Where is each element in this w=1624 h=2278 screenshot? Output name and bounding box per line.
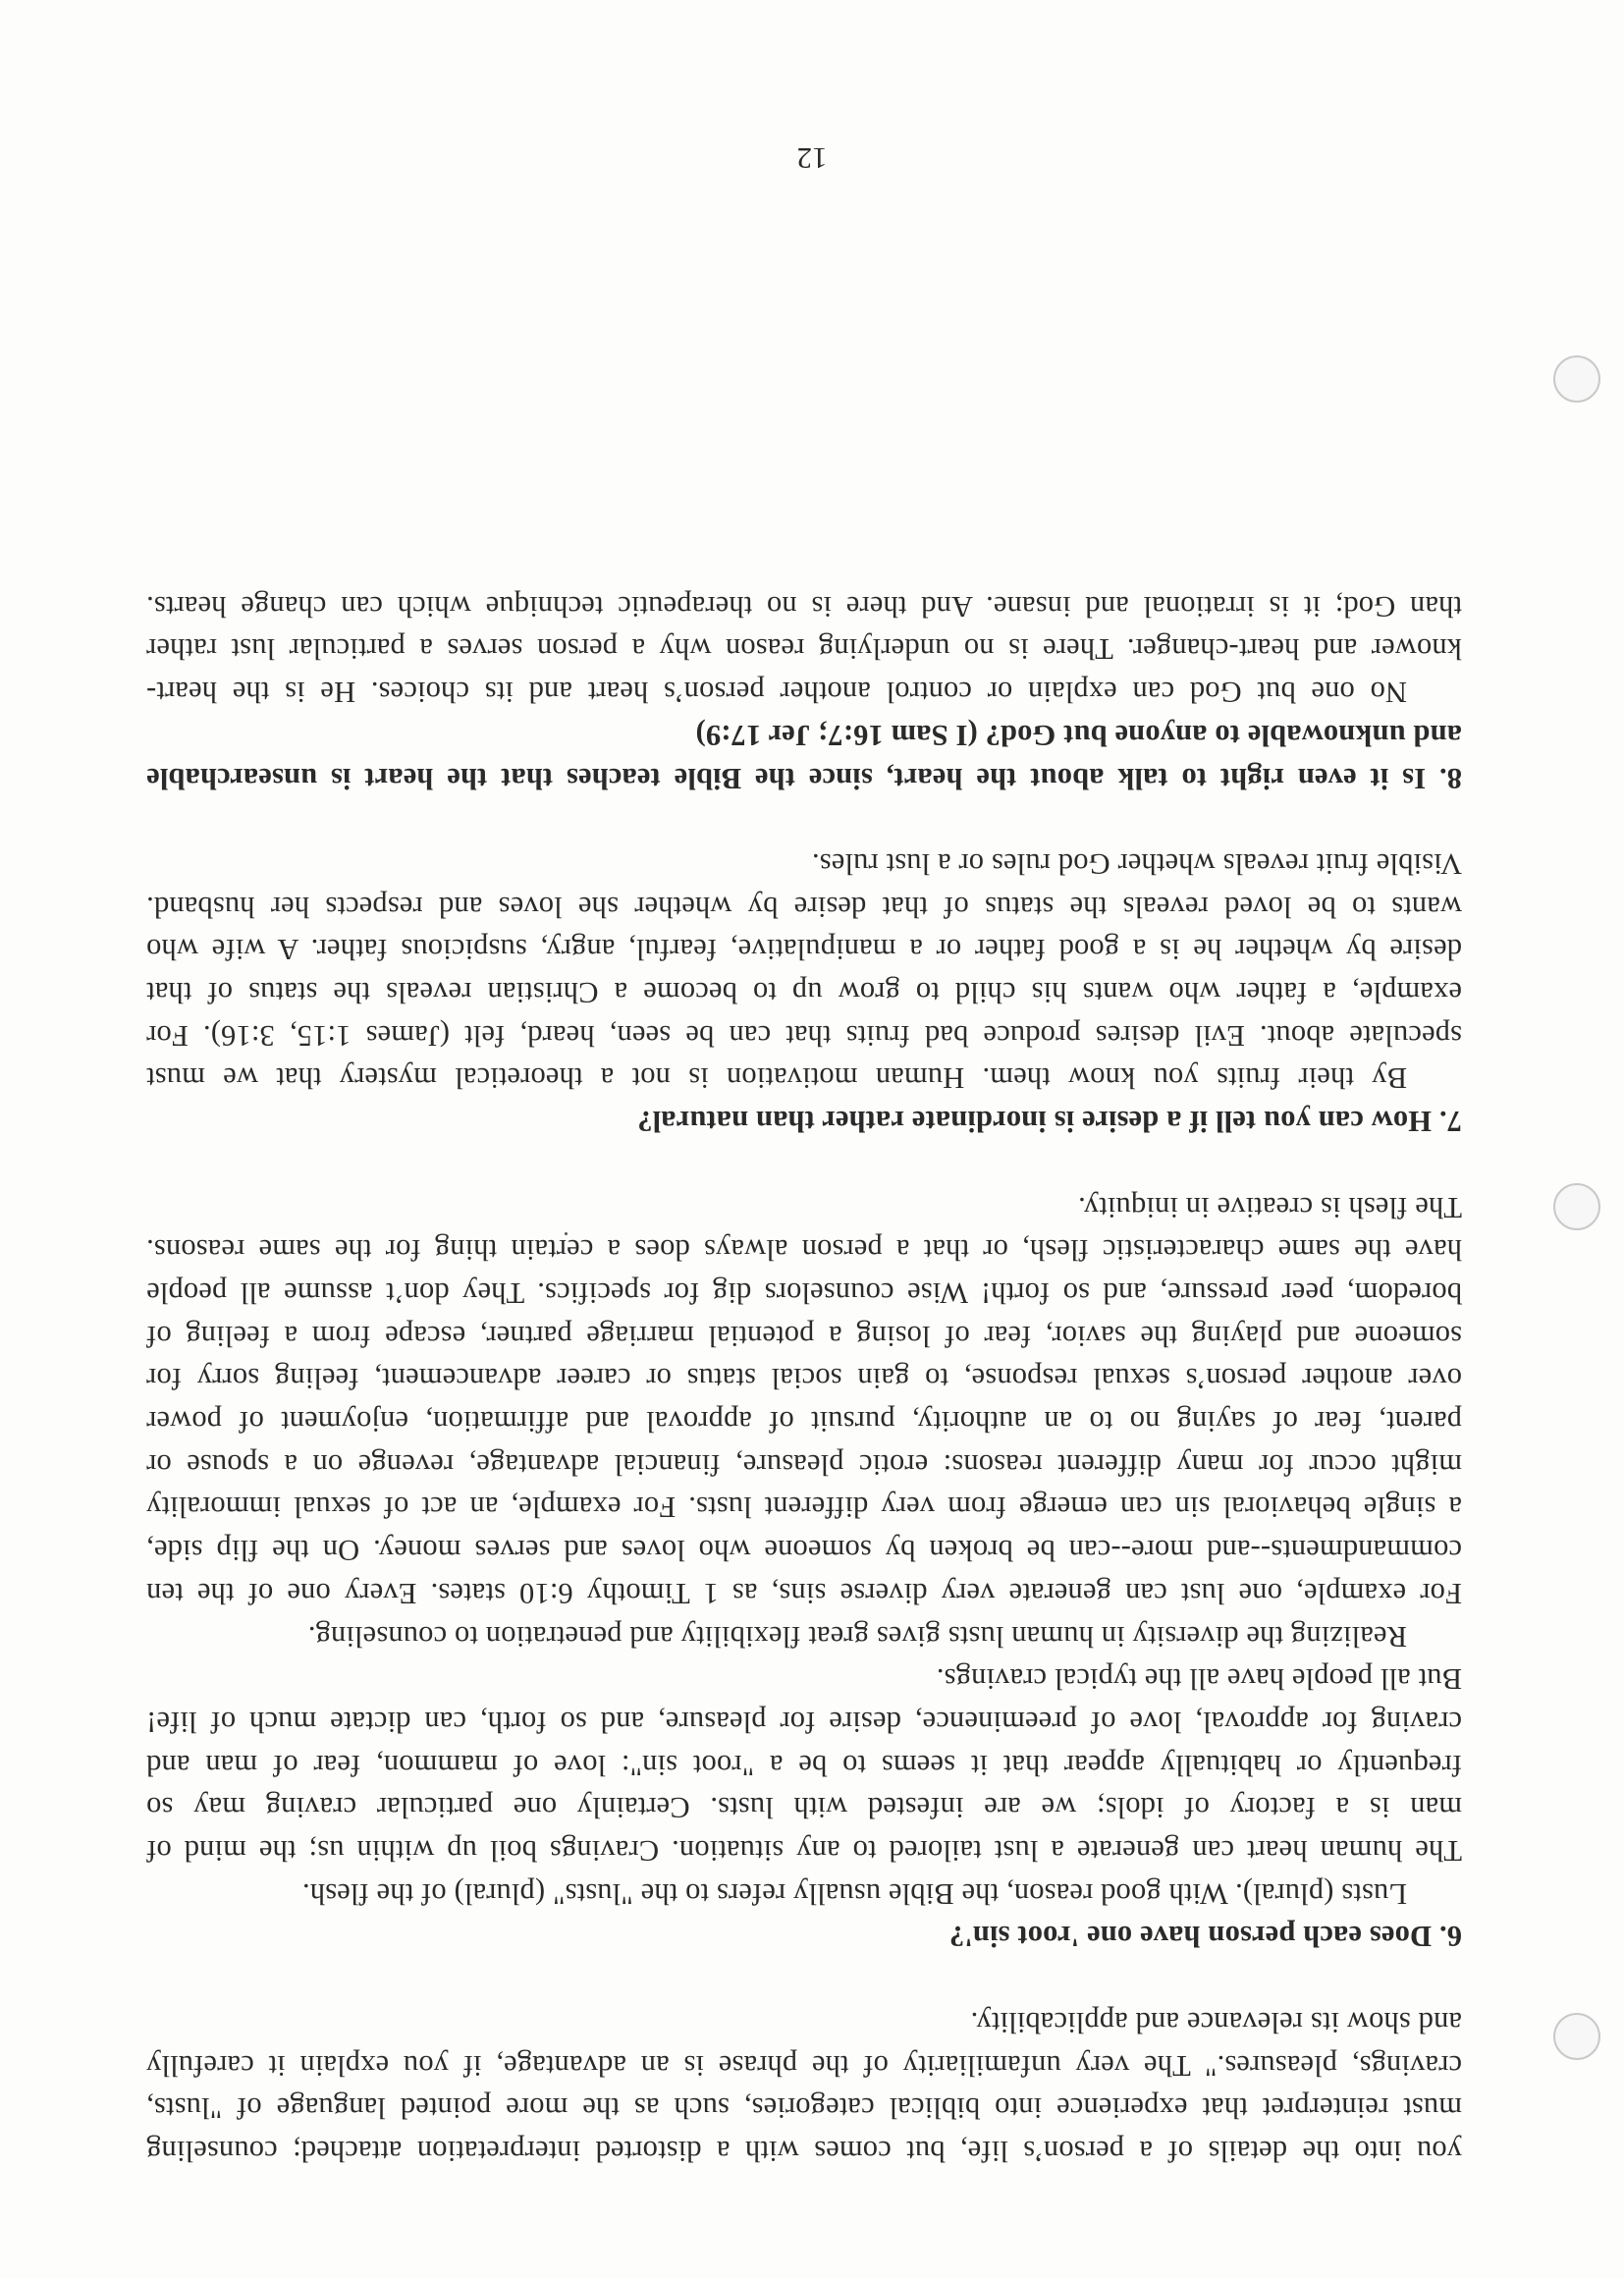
text-line: might occur for many different reasons: erotic pleasure, financial advantage, revenge on a spouse or [146, 1447, 1462, 1482]
text-line: have the same characteristic flesh, or that a person always does a certain thing for the same reasons. [146, 1233, 1462, 1268]
text-line: commandments--and more--can be broken by someone who loves and serves money. On the flip side, [146, 1534, 1462, 1568]
text-line: man is a factory of idols; we are infested with lusts. Certainly one particular craving may so [146, 1791, 1462, 1825]
text-line: must reinterpret that experience into biblical categories, such as the more pointed language of "lusts, [146, 2091, 1462, 2126]
text-line: craving for approval, love of preeminence, desire for pleasure, and so forth, can dictate much of life! [146, 1705, 1462, 1739]
body-text [146, 584, 1462, 2172]
text-line: and show its relevance and applicability. [970, 2005, 1462, 2039]
text-line: wants to be loved reveals the status of that desire by whether she loves and respects her husband. [146, 890, 1462, 924]
text-line: cravings, pleasures." The very unfamiliarity of the phrase is an advantage, if you explain it carefully [146, 2048, 1462, 2083]
text-line: than God; it is irrational and insane. And there is no therapeutic technique which can change hearts. [146, 589, 1462, 624]
text-line: Visible fruit reveals whether God rules or a lust rules. [811, 846, 1462, 881]
text-line: No one but God can explain or control another person’s heart and its choices. He is the heart- [146, 676, 1407, 710]
text-line: The human heart can generate a lust tailored to any situation. Cravings boil up within us; the mind of [146, 1834, 1462, 1869]
text-line: boredom, peer pressure, and so forth! Wise counselors dig for specifics. They don’t assume all people [146, 1275, 1462, 1310]
text-line: But all people have all the typical cravings. [936, 1662, 1462, 1697]
section-heading-line: 6. Does each person have one 'root sin'? [948, 1920, 1462, 1954]
text-line: example, a father who wants his child to grow up to become a Christian reveals the status of that [146, 976, 1462, 1010]
text-line: Lusts (plural). With good reason, the Bible usually refers to the "lusts" (plural) of the flesh. [301, 1876, 1407, 1911]
text-line: parent, fear of saying no to an authority, pursuit of approval and affirmation, enjoyment of power [146, 1405, 1462, 1439]
paragraph-gap [146, 799, 1462, 842]
text-line: someone and playing the savior, fear of losing a potential marriage partner, escape from a feeling of [146, 1319, 1462, 1353]
page-number: 12 [796, 141, 828, 176]
section-heading-line: 7. How can you tell if a desire is inordinate rather than natural? [637, 1105, 1462, 1139]
text-line: By their fruits you know them. Human motivation is not a theoretical mystery that we must [146, 1061, 1407, 1096]
text-line: For example, one lust can generate very diverse sins, as 1 Timothy 6:10 states. Every one of the ten [146, 1576, 1462, 1610]
section-heading-line: 8. Is it even right to talk about the heart, since the Bible teaches that the heart is unsearchable [146, 761, 1462, 795]
text-line: knower and heart-changer. There is no underlying reason why a person serves a particular lust rather [146, 632, 1462, 667]
text-line: frequently or habitually appear that it seems to be a "root sin": love of mammon, fear of man and [146, 1748, 1462, 1782]
section-heading-line: and unknowable to anyone but God? (I Sam 16:7; Jer 17:9) [695, 718, 1462, 752]
text-line: over another person’s sexual response, to gain social status or career advancement, feeling sorry for [146, 1362, 1462, 1396]
text-line: desire by whether he is a good father or a manipulative, fearful, angry, suspicious father. A wife who [146, 933, 1462, 967]
text-line: The flesh is creative in iniquity. [1077, 1190, 1462, 1224]
paragraph-gap [146, 1142, 1462, 1185]
paragraph-gap [146, 1958, 1462, 2001]
text-line: Realizing the diversity in human lusts gives great flexibility and penetration to counseling. [307, 1619, 1407, 1654]
text-line: you into the details of a person’s life, but comes with a distorted interpretation attached; counseling [146, 2135, 1462, 2168]
text-line: speculate about. Evil desires produce bad fruits that can be seen, heard, felt (James 1:15, 3:16). For [146, 1018, 1462, 1053]
text-line: a single behavioral sin can emerge from very different lusts. For example, an act of sexual immorality [146, 1491, 1462, 1525]
